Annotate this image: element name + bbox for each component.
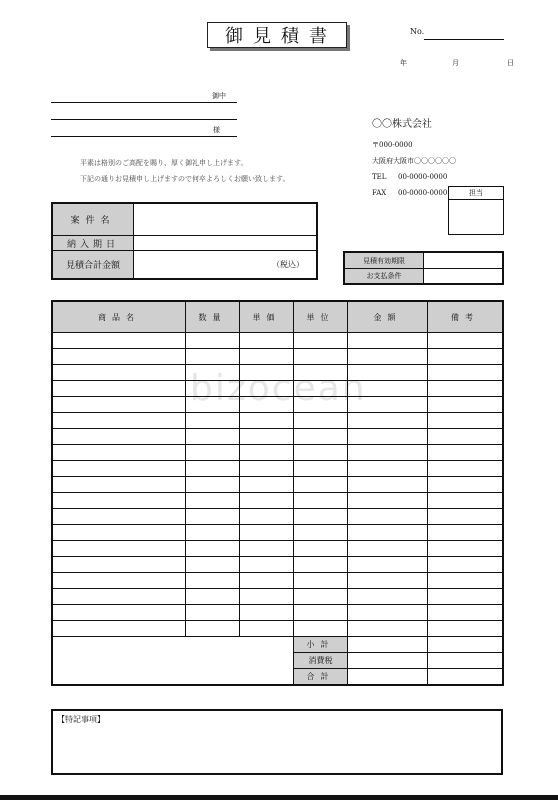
- item-cell[interactable]: [240, 557, 294, 573]
- item-cell[interactable]: [52, 509, 186, 525]
- item-cell[interactable]: [348, 365, 428, 381]
- item-cell[interactable]: [294, 445, 348, 461]
- col-amount: 金額: [348, 301, 428, 333]
- item-cell[interactable]: [428, 493, 504, 509]
- col-quantity: 数量: [186, 301, 240, 333]
- col-remarks: 備考: [428, 301, 504, 333]
- item-cell[interactable]: [428, 429, 504, 445]
- delivery-label: 納入期日: [52, 236, 134, 251]
- item-cell[interactable]: [186, 493, 240, 509]
- terms-table: [343, 251, 504, 285]
- company-tel-label: TEL: [372, 173, 387, 181]
- summary-blank: [52, 637, 294, 686]
- item-cell[interactable]: [428, 621, 504, 637]
- tax-value[interactable]: [348, 653, 428, 669]
- item-cell[interactable]: [52, 445, 186, 461]
- company-fax: 00-0000-0000: [398, 189, 448, 197]
- total-value[interactable]: [134, 251, 318, 280]
- table-row: [52, 605, 503, 621]
- total-label: 見積合計金額: [52, 251, 134, 280]
- table-row: [52, 365, 503, 381]
- item-cell[interactable]: [294, 557, 348, 573]
- bottom-bar: [0, 795, 558, 800]
- item-cell[interactable]: [52, 621, 186, 637]
- payment-label: お支払条件: [344, 269, 424, 285]
- items-table: [51, 300, 504, 686]
- item-cell[interactable]: [428, 381, 504, 397]
- table-row: [52, 397, 503, 413]
- item-cell[interactable]: [186, 573, 240, 589]
- month-label: 月: [452, 59, 459, 67]
- item-cell[interactable]: [428, 557, 504, 573]
- item-cell[interactable]: [240, 365, 294, 381]
- item-cell[interactable]: [428, 413, 504, 429]
- item-cell[interactable]: [348, 493, 428, 509]
- item-cell[interactable]: [348, 525, 428, 541]
- item-cell[interactable]: [294, 349, 348, 365]
- document-title: 御見積書: [207, 22, 347, 48]
- validity-value[interactable]: [424, 252, 504, 269]
- item-cell[interactable]: [186, 365, 240, 381]
- item-cell[interactable]: [428, 397, 504, 413]
- item-cell[interactable]: [186, 509, 240, 525]
- item-cell[interactable]: [186, 557, 240, 573]
- table-row: [52, 461, 503, 477]
- tanto-label: 担当: [449, 187, 504, 200]
- company-name: 〇〇株式会社: [372, 119, 432, 130]
- no-label: No.: [410, 27, 425, 36]
- item-cell[interactable]: [240, 429, 294, 445]
- item-cell[interactable]: [186, 429, 240, 445]
- item-cell[interactable]: [348, 557, 428, 573]
- item-cell[interactable]: [348, 413, 428, 429]
- item-cell[interactable]: [240, 333, 294, 349]
- item-cell[interactable]: [294, 429, 348, 445]
- item-cell[interactable]: [52, 525, 186, 541]
- item-cell[interactable]: [186, 397, 240, 413]
- item-cell[interactable]: [240, 589, 294, 605]
- col-product: 商品名: [52, 301, 186, 333]
- item-cell[interactable]: [428, 349, 504, 365]
- item-cell[interactable]: [52, 397, 186, 413]
- item-cell[interactable]: [428, 445, 504, 461]
- project-value[interactable]: [134, 203, 318, 236]
- item-cell[interactable]: [428, 461, 504, 477]
- item-cell[interactable]: [294, 509, 348, 525]
- item-cell[interactable]: [348, 429, 428, 445]
- greeting-line-2: 下記の通りお見積申し上げますので何卒よろしくお願い致します。: [80, 175, 290, 183]
- item-cell[interactable]: [348, 461, 428, 477]
- table-row: [52, 413, 503, 429]
- table-row: [52, 589, 503, 605]
- item-cell[interactable]: [428, 541, 504, 557]
- table-row: [52, 557, 503, 573]
- item-cell[interactable]: [186, 445, 240, 461]
- company-fax-label: FAX: [372, 189, 387, 197]
- item-cell[interactable]: [52, 349, 186, 365]
- tax-note: （税込）: [272, 260, 304, 269]
- item-cell[interactable]: [294, 381, 348, 397]
- item-cell[interactable]: [52, 493, 186, 509]
- item-cell[interactable]: [428, 573, 504, 589]
- subtotal-value[interactable]: [348, 637, 428, 653]
- delivery-value[interactable]: [134, 236, 318, 251]
- item-cell[interactable]: [52, 413, 186, 429]
- item-cell[interactable]: [348, 397, 428, 413]
- item-cell[interactable]: [240, 541, 294, 557]
- table-row: [52, 621, 503, 637]
- item-cell[interactable]: [52, 573, 186, 589]
- item-cell[interactable]: [52, 541, 186, 557]
- item-cell[interactable]: [52, 605, 186, 621]
- item-cell[interactable]: [294, 477, 348, 493]
- subtotal-remarks[interactable]: [428, 637, 504, 653]
- table-row: [52, 477, 503, 493]
- item-cell[interactable]: [428, 365, 504, 381]
- item-cell[interactable]: [294, 605, 348, 621]
- memo-box[interactable]: [51, 709, 503, 775]
- item-cell[interactable]: [52, 429, 186, 445]
- item-cell[interactable]: [52, 557, 186, 573]
- item-cell[interactable]: [240, 413, 294, 429]
- item-cell[interactable]: [348, 349, 428, 365]
- table-row: [52, 349, 503, 365]
- subtotal-label: 小計: [294, 637, 348, 653]
- item-cell[interactable]: [348, 573, 428, 589]
- item-cell[interactable]: [240, 621, 294, 637]
- item-cell[interactable]: [294, 461, 348, 477]
- recipient-line-1: [51, 102, 237, 103]
- item-cell[interactable]: [186, 589, 240, 605]
- item-cell[interactable]: [52, 589, 186, 605]
- item-cell[interactable]: [186, 621, 240, 637]
- item-cell[interactable]: [52, 381, 186, 397]
- item-cell[interactable]: [348, 541, 428, 557]
- grand-total-value[interactable]: [348, 669, 428, 686]
- item-cell[interactable]: [294, 493, 348, 509]
- item-cell[interactable]: [186, 477, 240, 493]
- table-row: [52, 445, 503, 461]
- table-row: [52, 573, 503, 589]
- item-cell[interactable]: [240, 573, 294, 589]
- item-cell[interactable]: [428, 477, 504, 493]
- item-cell[interactable]: [186, 605, 240, 621]
- item-cell[interactable]: [240, 397, 294, 413]
- item-cell[interactable]: [240, 525, 294, 541]
- item-cell[interactable]: [428, 333, 504, 349]
- item-cell[interactable]: [186, 349, 240, 365]
- tax-remarks[interactable]: [428, 653, 504, 669]
- item-cell[interactable]: [240, 477, 294, 493]
- table-row: [52, 381, 503, 397]
- table-row: [52, 429, 503, 445]
- tax-label: 消費税: [294, 653, 348, 669]
- item-cell[interactable]: [294, 365, 348, 381]
- item-cell[interactable]: [186, 413, 240, 429]
- item-cell[interactable]: [428, 589, 504, 605]
- day-label: 日: [507, 59, 514, 67]
- table-row: [52, 525, 503, 541]
- grand-total-label: 合計: [294, 669, 348, 686]
- item-cell[interactable]: [240, 381, 294, 397]
- year-label: 年: [400, 59, 407, 67]
- tanto-stamp-cell[interactable]: [449, 200, 504, 235]
- item-cell[interactable]: [52, 365, 186, 381]
- item-cell[interactable]: [186, 381, 240, 397]
- item-cell[interactable]: [294, 525, 348, 541]
- grand-total-remarks[interactable]: [428, 669, 504, 686]
- item-cell[interactable]: [294, 589, 348, 605]
- item-cell[interactable]: [348, 509, 428, 525]
- col-unit-price: 単価: [240, 301, 294, 333]
- table-row: [52, 493, 503, 509]
- info-table: [51, 202, 318, 280]
- item-cell[interactable]: [348, 589, 428, 605]
- item-cell[interactable]: [240, 445, 294, 461]
- item-cell[interactable]: [186, 333, 240, 349]
- item-cell[interactable]: [240, 509, 294, 525]
- table-row: [52, 509, 503, 525]
- table-row: [52, 333, 503, 349]
- item-cell[interactable]: [294, 541, 348, 557]
- item-cell[interactable]: [348, 621, 428, 637]
- tanto-box: [448, 186, 504, 235]
- company-postal: 〒000-0000: [372, 141, 413, 149]
- item-cell[interactable]: [186, 525, 240, 541]
- no-line: [424, 39, 504, 40]
- item-cell[interactable]: [348, 477, 428, 493]
- item-cell[interactable]: [186, 541, 240, 557]
- col-unit: 単位: [294, 301, 348, 333]
- company-address: 大阪府大阪市〇〇〇〇〇〇: [372, 157, 456, 165]
- item-cell[interactable]: [348, 333, 428, 349]
- memo-label: 【特記事項】: [57, 715, 105, 724]
- item-cell[interactable]: [52, 461, 186, 477]
- project-label: 案件名: [52, 203, 134, 236]
- item-cell[interactable]: [240, 605, 294, 621]
- recipient-line-2: [51, 119, 237, 120]
- item-cell[interactable]: [348, 445, 428, 461]
- item-cell[interactable]: [294, 397, 348, 413]
- item-cell[interactable]: [294, 573, 348, 589]
- item-cell[interactable]: [240, 493, 294, 509]
- item-cell[interactable]: [186, 461, 240, 477]
- item-cell[interactable]: [348, 381, 428, 397]
- watermark: bizocean: [190, 368, 367, 409]
- recipient-line-3: [51, 136, 237, 137]
- item-cell[interactable]: [294, 621, 348, 637]
- item-cell[interactable]: [428, 509, 504, 525]
- item-cell[interactable]: [52, 477, 186, 493]
- item-cell[interactable]: [428, 605, 504, 621]
- payment-value[interactable]: [424, 269, 504, 285]
- item-cell[interactable]: [294, 413, 348, 429]
- item-cell[interactable]: [52, 333, 186, 349]
- item-cell[interactable]: [240, 349, 294, 365]
- greeting-line-1: 平素は格別のご高配を賜り、厚く御礼申し上げます。: [80, 159, 248, 167]
- sama-label: 様: [213, 126, 220, 134]
- item-cell[interactable]: [240, 461, 294, 477]
- onchu-label: 御中: [212, 92, 226, 100]
- item-cell[interactable]: [294, 333, 348, 349]
- item-cell[interactable]: [428, 525, 504, 541]
- company-tel: 00-0000-0000: [398, 173, 448, 181]
- validity-label: 見積有効期限: [344, 252, 424, 269]
- table-row: [52, 541, 503, 557]
- item-cell[interactable]: [348, 605, 428, 621]
